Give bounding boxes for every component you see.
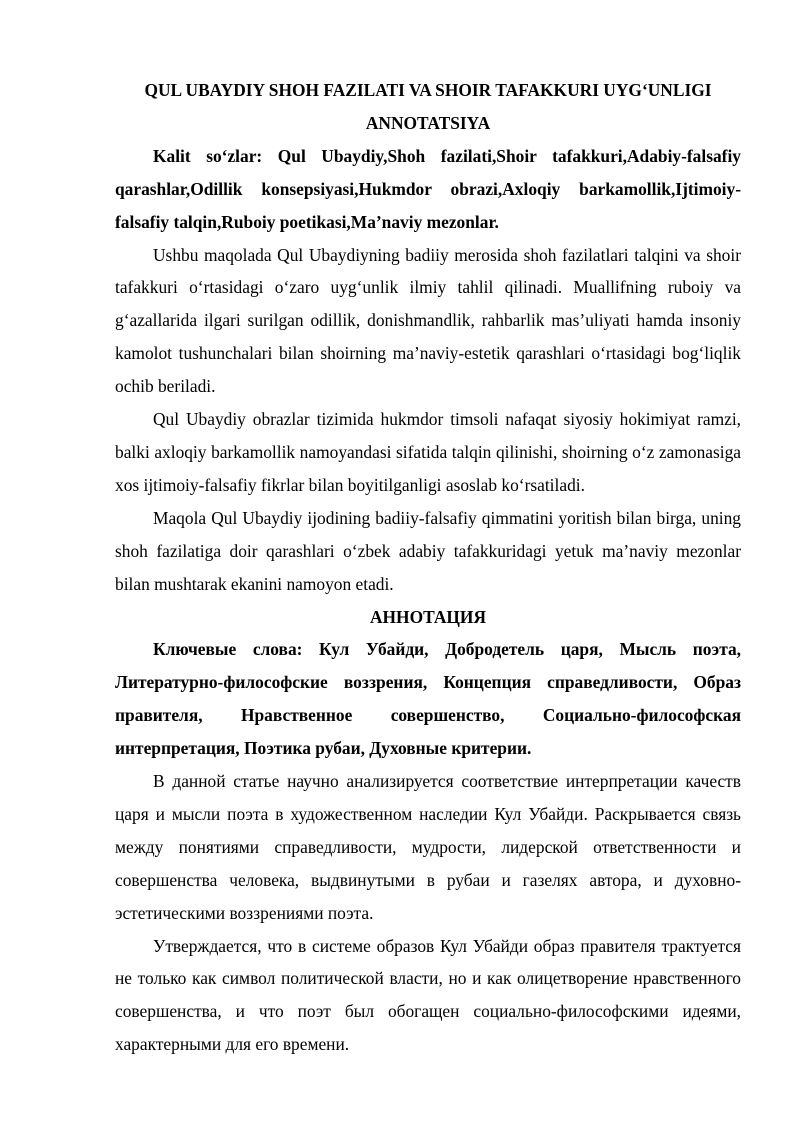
abstract-paragraph-uz-1: Ushbu maqolada Qul Ubaydiyning badiiy merosida shoh fazilatlari talqini va shoir tafakkuri o‘rtasidagi o‘zaro uyg‘unlik ilmiy tahlil qilinadi. Muallifning ruboiy va g‘azallarida ilgari surilgan odillik, donishmandlik, rahbarlik mas’uliyati hamda insoniy kamolot tushunchalari bilan shoirning ma’naviy-estetik qarashlari o‘rtasidagi bog‘liqlik ochib beriladi. xyxy=(115,244,741,397)
abstract-paragraph-ru-2: Утверждается, что в системе образов Кул Убайди образ правителя трактуется не только как символ политической власти, но и как олицетворение нравственного совершенства, и что поэт был обогащен социально-философскими идеями, характерными для его времени. xyxy=(115,935,741,1055)
keywords-uz: Kalit so‘zlar: Qul Ubaydiy,Shoh fazilati,Shoir tafakkuri,Adabiy-falsafiy qarashlar,Odillik konsepsiyasi,Hukmdor obrazi,Axloqiy barkamollik,Ijtimoiy-falsafiy talqin,Ruboiy poetikasi,Ma’naviy mezonlar. xyxy=(115,145,741,232)
annotation-heading-ru: АННОТАЦИЯ xyxy=(369,606,487,627)
article-title: QUL UBAYDIY SHOH FAZILATI VA SHOIR TAFAKKURI UYG‘UNLIGI xyxy=(144,80,712,100)
abstract-paragraph-uz-2: Qul Ubaydiy obrazlar tizimida hukmdor timsoli nafaqat siyosiy hokimiyat ramzi, balki axloqiy barkamollik namoyandasi sifatida talqin qilinishi, shoirning o‘z zamonasiga xos ijtimoiy-falsafiy fikrlar bilan boyitilganligi asoslab ko‘rsatiladi. xyxy=(115,409,741,495)
document-body xyxy=(115,74,741,1061)
annotation-heading-uz: ANNOTATSIYA xyxy=(365,112,491,133)
abstract-paragraph-uz-3: Maqola Qul Ubaydiy ijodining badiiy-falsafiy qimmatini yoritish bilan birga, uning shoh fazilatiga doir qarashlari o‘zbek adabiy tafakkuridagi yetuk ma’naviy mezonlar bilan mushtarak ekanini namoyon etadi. xyxy=(115,507,741,594)
abstract-paragraph-ru-1: В данной статье научно анализируется соответствие интерпретации качеств царя и мысли поэта в художественном наследии Кул Убайди. Раскрывается связь между понятиями справедливости, мудрости, лидерской ответственности и совершенства человека, выдвинутыми в рубаи и газелях автора, и духовно-эстетическими воззрениями поэта. xyxy=(115,771,741,923)
keywords-ru: Ключевые слова: Кул Убайди, Добродетель царя, Мысль поэта, Литературно-философские воззрения, Концепция справедливости, Образ правителя, Нравственное совершенство, Социально-философская интерпретация, Поэтика рубаи, Духовные критерии. xyxy=(115,639,741,759)
